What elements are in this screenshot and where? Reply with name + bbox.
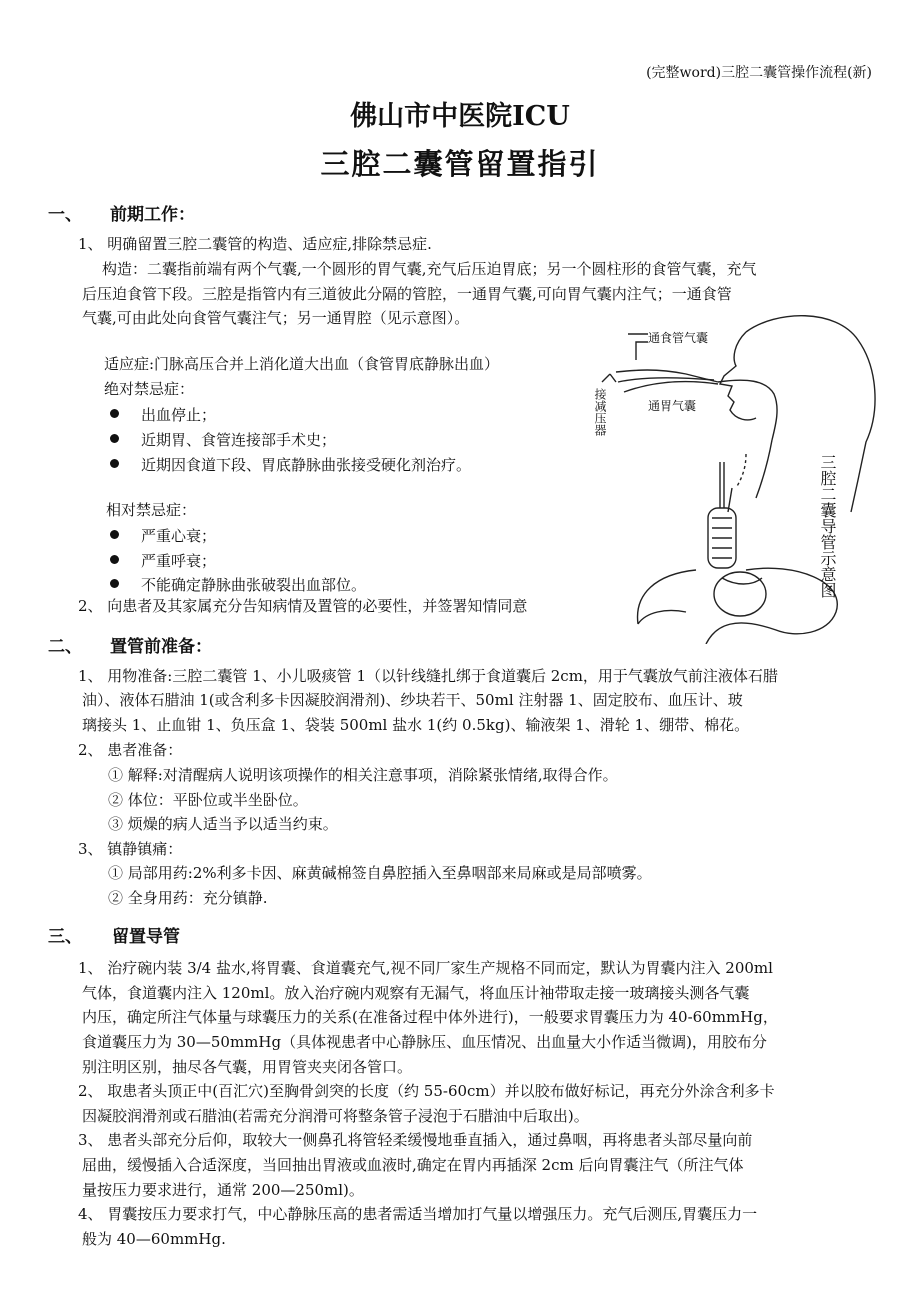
bullet-icon [110, 530, 119, 539]
label-gastric-balloon: 通胃气囊 [648, 399, 697, 413]
section3-item1-line4: 食道囊压力为 30—50mmHg（具体视患者中心静脉压、血压情况、出血量大小作适当微调)，用胶布分 [82, 1033, 767, 1051]
list-item: 严重心衰； [110, 525, 216, 546]
figure-caption: 三腔二囊导管示意图 [818, 454, 837, 598]
structure-line-1: 构造：二囊指前端有两个气囊,一个圆形的胃气囊,充气后压迫胃底；另一个圆柱形的食管气囊，充气 [102, 260, 757, 278]
list-item: 近期胃、食管连接部手术史； [110, 429, 336, 450]
section2-item3-title: 3、 镇静镇痛： [78, 840, 183, 858]
structure-line-3: 气囊,可由此处向食管气囊注气；另一通胃腔（见示意图）。 [82, 309, 470, 327]
section3-item3-line2: 屈曲，缓慢插入合适深度，当回抽出胃液或血液时,确定在胃内再插深 2cm 后向胃囊注气（所注气体 [82, 1156, 744, 1174]
section1-title: 前期工作： [110, 205, 195, 225]
list-item: 严重呼衰； [110, 550, 216, 571]
list-item: 不能确定静脉曲张破裂出血部位。 [110, 574, 366, 595]
bullet-icon [110, 579, 119, 588]
bullet-icon [110, 459, 119, 468]
section3-item4-line1: 4、 胃囊按压力要求打气，中心静脉压高的患者需适当增加打气量以增强压力。充气后测压,胃囊压力一 [78, 1205, 758, 1223]
section3-item3-line1: 3、 患者头部充分后仰，取较大一侧鼻孔将管轻柔缓慢地垂直插入，通过鼻咽，再将患者头部尽量向前 [78, 1131, 753, 1149]
section2-title: 置管前准备： [110, 637, 212, 657]
section2-item1-line1: 1、 用物准备:三腔二囊管 1、小儿吸痰管 1（以针线缝扎绑于食道囊后 2cm，用于气囊放气前注液体石腊 [78, 667, 778, 685]
section2-item3-sub2: ② 全身用药：充分镇静. [108, 889, 268, 907]
section3-item1-line3: 内压，确定所注气体量与球囊压力的关系(在准备过程中体外进行)，一般要求胃囊压力为 40-60mmHg， [82, 1008, 778, 1026]
section3-item4-line2: 般为 40—60mmHg. [82, 1230, 226, 1248]
section3-title: 留置导管 [112, 927, 180, 947]
stomach-outline [638, 568, 838, 644]
bullet-icon [110, 409, 119, 418]
document-header: (完整word)三腔二囊管操作流程(新) [646, 65, 872, 81]
section3-item1-line5: 别注明区别，抽尽各气囊，用胃管夹夹闭各管口。 [82, 1058, 413, 1076]
indication: 适应症:门脉高压合并上消化道大出血（食管胃底静脉出血） [104, 355, 500, 373]
label-pressure-gauge: 接减压器 [593, 388, 607, 436]
relative-contraindication-title: 相对禁忌症： [106, 501, 197, 519]
bullet-icon [110, 555, 119, 564]
section2-item2-sub3: ③ 烦燥的病人适当予以适当约束。 [108, 815, 338, 833]
section3-item2-line2: 因凝胶润滑剂或石腊油(若需充分润滑可将整条管子浸泡于石腊油中后取出)。 [82, 1107, 589, 1125]
absolute-contraindication-title: 绝对禁忌症： [104, 380, 195, 398]
section1-item2: 2、 向患者及其家属充分告知病情及置管的必要性，并签署知情同意 [78, 597, 528, 615]
section3-number: 三、 [48, 927, 82, 947]
tube-diagram [593, 312, 896, 644]
section1-number: 一、 [48, 205, 82, 225]
section2-item3-sub1: ① 局部用药:2%利多卡因、麻黄碱棉签自鼻腔插入至鼻咽部来局麻或是局部喷雾。 [108, 864, 652, 882]
section2-item2-title: 2、 患者准备： [78, 741, 183, 759]
section3-item2-line1: 2、 取患者头顶正中(百汇穴)至胸骨剑突的长度（约 55-60cm）并以胶布做好标记，再充分外涂含利多卡 [78, 1082, 775, 1100]
document-title: 三腔二囊管留置指引 [320, 147, 600, 181]
structure-line-2: 后压迫食管下段。三腔是指管内有三道彼此分隔的管腔，一通胃气囊,可向胃气囊内注气；一通食管 [82, 285, 732, 303]
hospital-title: 佛山市中医院ICU [350, 101, 570, 132]
section1-item1: 1、 明确留置三腔二囊管的构造、适应症,排除禁忌症. [78, 235, 432, 253]
list-item: 近期因食道下段、胃底静脉曲张接受硬化剂治疗。 [110, 454, 471, 475]
head-outline [746, 316, 875, 512]
section2-number: 二、 [48, 637, 82, 657]
gastric-lumen [624, 382, 718, 392]
section3-item1-line2: 气体，食道囊内注入 120ml。放入治疗碗内观察有无漏气，将血压计袖带取走接一玻璃接头测各气囊 [82, 984, 750, 1002]
section3-item3-line3: 量按压力要求进行，通常 200—250ml)。 [82, 1181, 364, 1199]
label-esophageal-balloon: 通食管气囊 [648, 331, 709, 345]
section2-item1-line3: 璃接头 1、止血钳 1、负压盒 1、袋装 500ml 盐水 1(约 0.5kg)、输液架 1、滑轮 1、绷带、棉花。 [82, 716, 750, 734]
section2-item1-line2: 油）、液体石腊油 1(或含利多卡因凝胶润滑剂)、纱块若干、50ml 注射器 1、固定胶布、血压计、玻 [82, 691, 743, 709]
section3-item1-line1: 1、 治疗碗内装 3/4 盐水,将胃囊、食道囊充气,视不同厂家生产规格不同而定，默认为胃囊内注入 200ml [78, 959, 773, 977]
section2-item2-sub1: ① 解释:对清醒病人说明该项操作的相关注意事项，消除紧张情绪,取得合作。 [108, 766, 618, 784]
bullet-icon [110, 434, 119, 443]
list-item: 出血停止； [110, 404, 216, 425]
section2-item2-sub2: ② 体位：平卧位或半坐卧位。 [108, 791, 308, 809]
